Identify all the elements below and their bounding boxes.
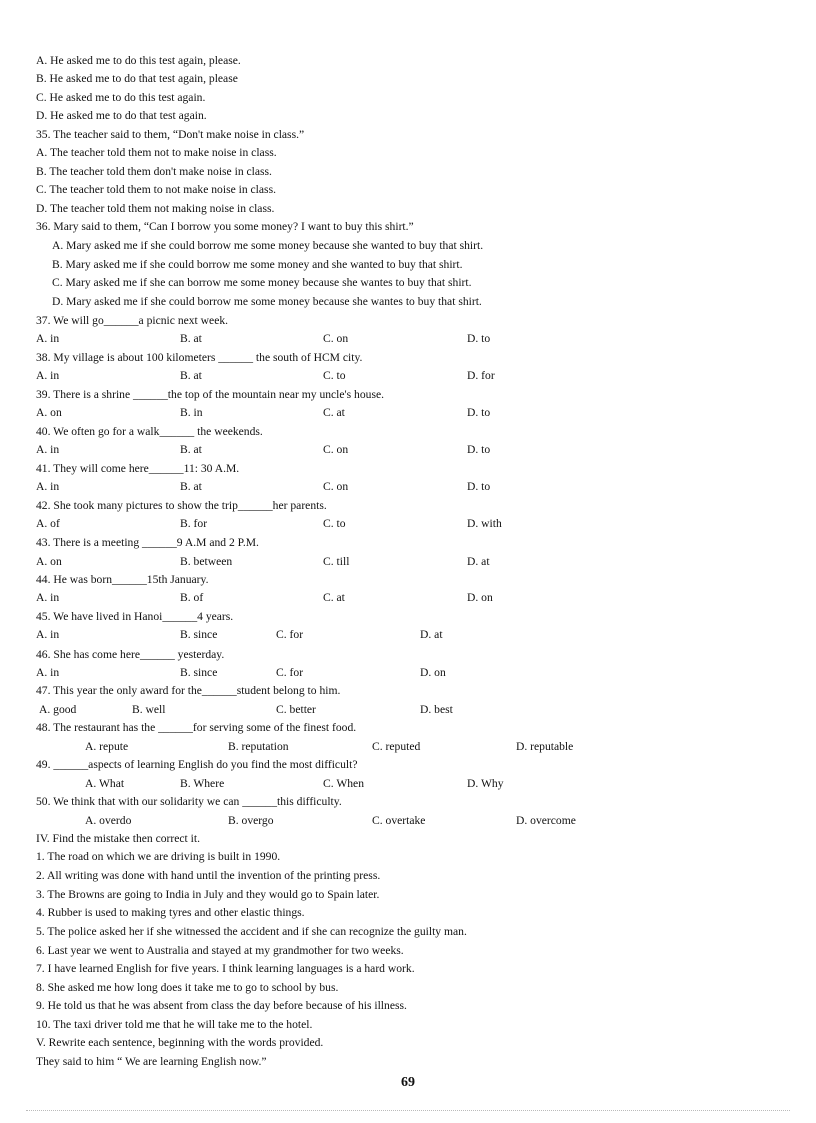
question-42: 42. She took many pictures to show the trip______her parents. <box>36 499 327 512</box>
exercise-item: 10. The taxi driver told me that he will take me to the hotel. <box>36 1018 313 1031</box>
exercise-item: 1. The road on which we are driving is built in 1990. <box>36 850 281 863</box>
option-d: D. to <box>467 443 491 456</box>
option-c: C. overtake <box>372 814 426 827</box>
exercise-item: 2. All writing was done with hand until the invention of the printing press. <box>36 869 381 882</box>
answer-option: C. The teacher told them to not make noise in class. <box>36 183 276 196</box>
exercise-item: 9. He told us that he was absent from class the day before because of his illness. <box>36 999 407 1012</box>
exercise-item: 5. The police asked her if she witnessed the accident and if she can recognize the guilty man. <box>36 925 467 938</box>
option-a: A. on <box>36 406 62 419</box>
option-d: D. Why <box>467 777 504 790</box>
answer-option: B. He asked me to do that test again, please <box>36 72 238 85</box>
option-a: A. What <box>85 777 125 790</box>
option-a: A. in <box>36 666 60 679</box>
answer-option: D. Mary asked me if she could borrow me some money because she wantes to buy that shirt. <box>52 295 482 308</box>
option-b: B. well <box>132 703 166 716</box>
exercise-item: 6. Last year we went to Australia and stayed at my grandmother for two weeks. <box>36 944 404 957</box>
page-number: 69 <box>401 1075 415 1090</box>
exercise-item: 4. Rubber is used to making tyres and other elastic things. <box>36 906 305 919</box>
exercise-item: 7. I have learned English for five years. I think learning languages is a hard work. <box>36 962 415 975</box>
option-a: A. in <box>36 480 60 493</box>
section-heading: V. Rewrite each sentence, beginning with the words provided. <box>36 1036 324 1049</box>
option-c: C. on <box>323 480 349 493</box>
option-c: C. till <box>323 555 350 568</box>
option-a: A. on <box>36 555 62 568</box>
option-c: C. When <box>323 777 365 790</box>
question-37: 37. We will go______a picnic next week. <box>36 314 229 327</box>
option-c: C. for <box>276 666 304 679</box>
option-c: C. at <box>323 591 345 604</box>
option-d: D. with <box>467 517 502 530</box>
answer-option: B. Mary asked me if she could borrow me some money and she wanted to buy that shirt. <box>52 258 463 271</box>
option-a: A. in <box>36 628 60 641</box>
question-50: 50. We think that with our solidarity we can ______this difficulty. <box>36 795 342 808</box>
exercise-item: 3. The Browns are going to India in July and they would go to Spain later. <box>36 888 380 901</box>
answer-option: D. The teacher told them not making noise in class. <box>36 202 275 215</box>
question-43: 43. There is a meeting ______9 A.M and 2 P.M. <box>36 536 259 549</box>
option-d: D. at <box>420 628 443 641</box>
option-b: B. at <box>180 443 202 456</box>
option-c: C. on <box>323 443 349 456</box>
option-a: A. in <box>36 332 60 345</box>
option-c: C. reputed <box>372 740 421 753</box>
question-49: 49. ______aspects of learning English do you find the most difficult? <box>36 758 358 771</box>
answer-option: C. He asked me to do this test again. <box>36 91 206 104</box>
option-b: B. overgo <box>228 814 274 827</box>
option-b: B. reputation <box>228 740 289 753</box>
answer-option: B. The teacher told them don't make noise in class. <box>36 165 272 178</box>
option-b: B. at <box>180 480 202 493</box>
option-b: B. between <box>180 555 233 568</box>
answer-option: A. He asked me to do this test again, please. <box>36 54 241 67</box>
option-a: A. repute <box>85 740 129 753</box>
exercise-item: They said to him “ We are learning English now.” <box>36 1055 267 1068</box>
question-44: 44. He was born______15th January. <box>36 573 209 586</box>
question-35: 35. The teacher said to them, “Don't make noise in class.” <box>36 128 305 141</box>
option-d: D. to <box>467 480 491 493</box>
option-c: C. to <box>323 369 346 382</box>
question-45: 45. We have lived in Hanoi______4 years. <box>36 610 234 623</box>
option-d: D. for <box>467 369 495 382</box>
option-c: C. at <box>323 406 345 419</box>
question-48: 48. The restaurant has the ______for serving some of the finest food. <box>36 721 357 734</box>
option-b: B. since <box>180 666 218 679</box>
option-c: C. better <box>276 703 316 716</box>
answer-option: D. He asked me to do that test again. <box>36 109 207 122</box>
option-d: D. to <box>467 332 491 345</box>
option-d: D. overcome <box>516 814 576 827</box>
option-d: D. on <box>420 666 446 679</box>
option-b: B. in <box>180 406 203 419</box>
option-b: B. for <box>180 517 208 530</box>
option-b: B. since <box>180 628 218 641</box>
option-d: D. to <box>467 406 491 419</box>
question-38: 38. My village is about 100 kilometers ______ the south of HCM city. <box>36 351 363 364</box>
section-heading: IV. Find the mistake then correct it. <box>36 832 200 845</box>
option-b: B. at <box>180 332 202 345</box>
question-47: 47. This year the only award for the______student belong to him. <box>36 684 341 697</box>
footer-divider <box>26 1110 790 1111</box>
answer-option: A. Mary asked me if she could borrow me some money because she wanted to buy that shirt. <box>52 239 484 252</box>
question-46: 46. She has come here______ yesterday. <box>36 648 225 661</box>
option-b: B. of <box>180 591 204 604</box>
answer-option: A. The teacher told them not to make noise in class. <box>36 146 277 159</box>
option-d: D. reputable <box>516 740 574 753</box>
option-a: A. in <box>36 369 60 382</box>
question-40: 40. We often go for a walk______ the weekends. <box>36 425 263 438</box>
option-b: B. at <box>180 369 202 382</box>
option-c: C. to <box>323 517 346 530</box>
option-c: C. for <box>276 628 304 641</box>
option-a: A. in <box>36 591 60 604</box>
answer-option: C. Mary asked me if she can borrow me some money because she wantes to buy that shirt. <box>52 276 472 289</box>
option-c: C. on <box>323 332 349 345</box>
question-41: 41. They will come here______11: 30 A.M. <box>36 462 240 475</box>
option-a: A. good <box>39 703 77 716</box>
option-b: B. Where <box>180 777 225 790</box>
question-39: 39. There is a shrine ______the top of the mountain near my uncle's house. <box>36 388 384 401</box>
question-36: 36. Mary said to them, “Can I borrow you some money? I want to buy this shirt.” <box>36 220 414 233</box>
option-d: D. at <box>467 555 490 568</box>
option-a: A. overdo <box>85 814 132 827</box>
option-d: D. on <box>467 591 493 604</box>
option-a: A. in <box>36 443 60 456</box>
option-d: D. best <box>420 703 453 716</box>
option-a: A. of <box>36 517 60 530</box>
exercise-item: 8. She asked me how long does it take me to go to school by bus. <box>36 981 339 994</box>
